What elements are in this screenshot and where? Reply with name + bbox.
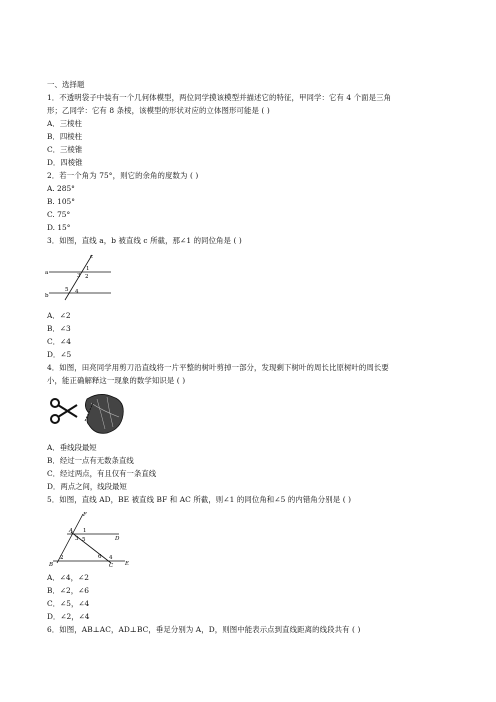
q1-option-a: A．三棱柱 (47, 119, 82, 128)
label-a: a (45, 270, 49, 276)
label-1: 1 (83, 528, 87, 534)
q3-option-d: D．∠5 (47, 350, 72, 359)
leaf-icon (85, 394, 123, 433)
label-4: 4 (75, 289, 79, 295)
q2-option-c: C. 75° (47, 210, 71, 219)
label-6: 6 (98, 554, 102, 560)
q2-option-d: D. 15° (47, 223, 71, 232)
q3-option-b: B．∠3 (47, 324, 71, 333)
label-3: 3 (77, 273, 81, 279)
q4-option-a: A．垂线段最短 (47, 443, 97, 452)
q1-option-d: D．四棱锥 (47, 158, 83, 167)
q4-figure (45, 389, 135, 437)
q5-figure (45, 508, 135, 568)
label-5: 5 (65, 287, 69, 293)
q2-option-b: B. 105° (47, 197, 75, 206)
label-c: c (90, 254, 94, 260)
label-D: D (115, 536, 120, 542)
q5-option-c: C．∠5，∠4 (47, 599, 90, 608)
q1-option-b: B．四棱柱 (47, 132, 82, 141)
label-3: 3 (75, 536, 79, 542)
q5-option-a: A．∠4，∠2 (47, 573, 89, 582)
label-b: b (45, 293, 49, 299)
question-2-text: 2．若一个角为 75°，则它的余角的度数为 ( ) (47, 171, 199, 180)
label-5: 5 (82, 537, 86, 543)
label-F: F (83, 512, 87, 518)
label-C: C (109, 563, 114, 568)
label-4: 4 (109, 555, 113, 561)
q5-option-b: B．∠2，∠6 (47, 586, 90, 595)
question-5-text: 5．如图，直线 AD，BE 被直线 BF 和 AC 所截，则∠1 的同位角和∠5 的内错角分别是 ( ) (47, 495, 352, 504)
q1-option-c: C．三棱锥 (47, 145, 83, 154)
q4-option-b: B．经过一点有无数条直线 (47, 456, 134, 465)
label-B: B (49, 562, 54, 568)
label-E: E (125, 561, 130, 567)
q4-option-d: D．两点之间，线段最短 (47, 482, 127, 491)
label-2: 2 (60, 555, 64, 561)
question-1-text-cont: 形；乙同学：它有 8 条棱，该模型的形状对应的立体图形可能是 ( ) (47, 106, 270, 115)
question-4-text: 4．如图，田亮同学用剪刀沿直线将一片平整的树叶剪掉一部分，发现剩下树叶的周长比原树叶的周长要 (47, 363, 389, 372)
question-6-text: 6．如图，AB⊥AC，AD⊥BC，垂足分别为 A，D，则图中能表示点到直线距离的线段共有 ( ) (47, 625, 361, 634)
q3-option-a: A．∠2 (47, 311, 71, 320)
q4-option-c: C．经过两点，有且仅有一条直线 (47, 469, 157, 478)
question-4-text-cont: 小，能正确解释这一现象的数学知识是 ( ) (47, 376, 186, 385)
label-1: 1 (86, 266, 90, 272)
label-2: 2 (85, 274, 89, 280)
q3-option-c: C．∠4 (47, 337, 71, 346)
section-heading: 一、选择题 (47, 80, 85, 89)
q2-option-a: A. 285° (47, 184, 75, 193)
q3-figure (45, 250, 115, 302)
q5-option-d: D．∠2，∠4 (47, 612, 90, 621)
question-1-text: 1．不透明袋子中装有一个几何体模型，两位同学摸该模型并描述它的特征，甲同学：它有 4 个面是三角 (47, 93, 392, 102)
question-3-text: 3．如图，直线 a，b 被直线 c 所截，那∠1 的同位角是 ( ) (47, 236, 242, 245)
scissors-icon (51, 399, 77, 423)
label-A: A (69, 528, 73, 534)
